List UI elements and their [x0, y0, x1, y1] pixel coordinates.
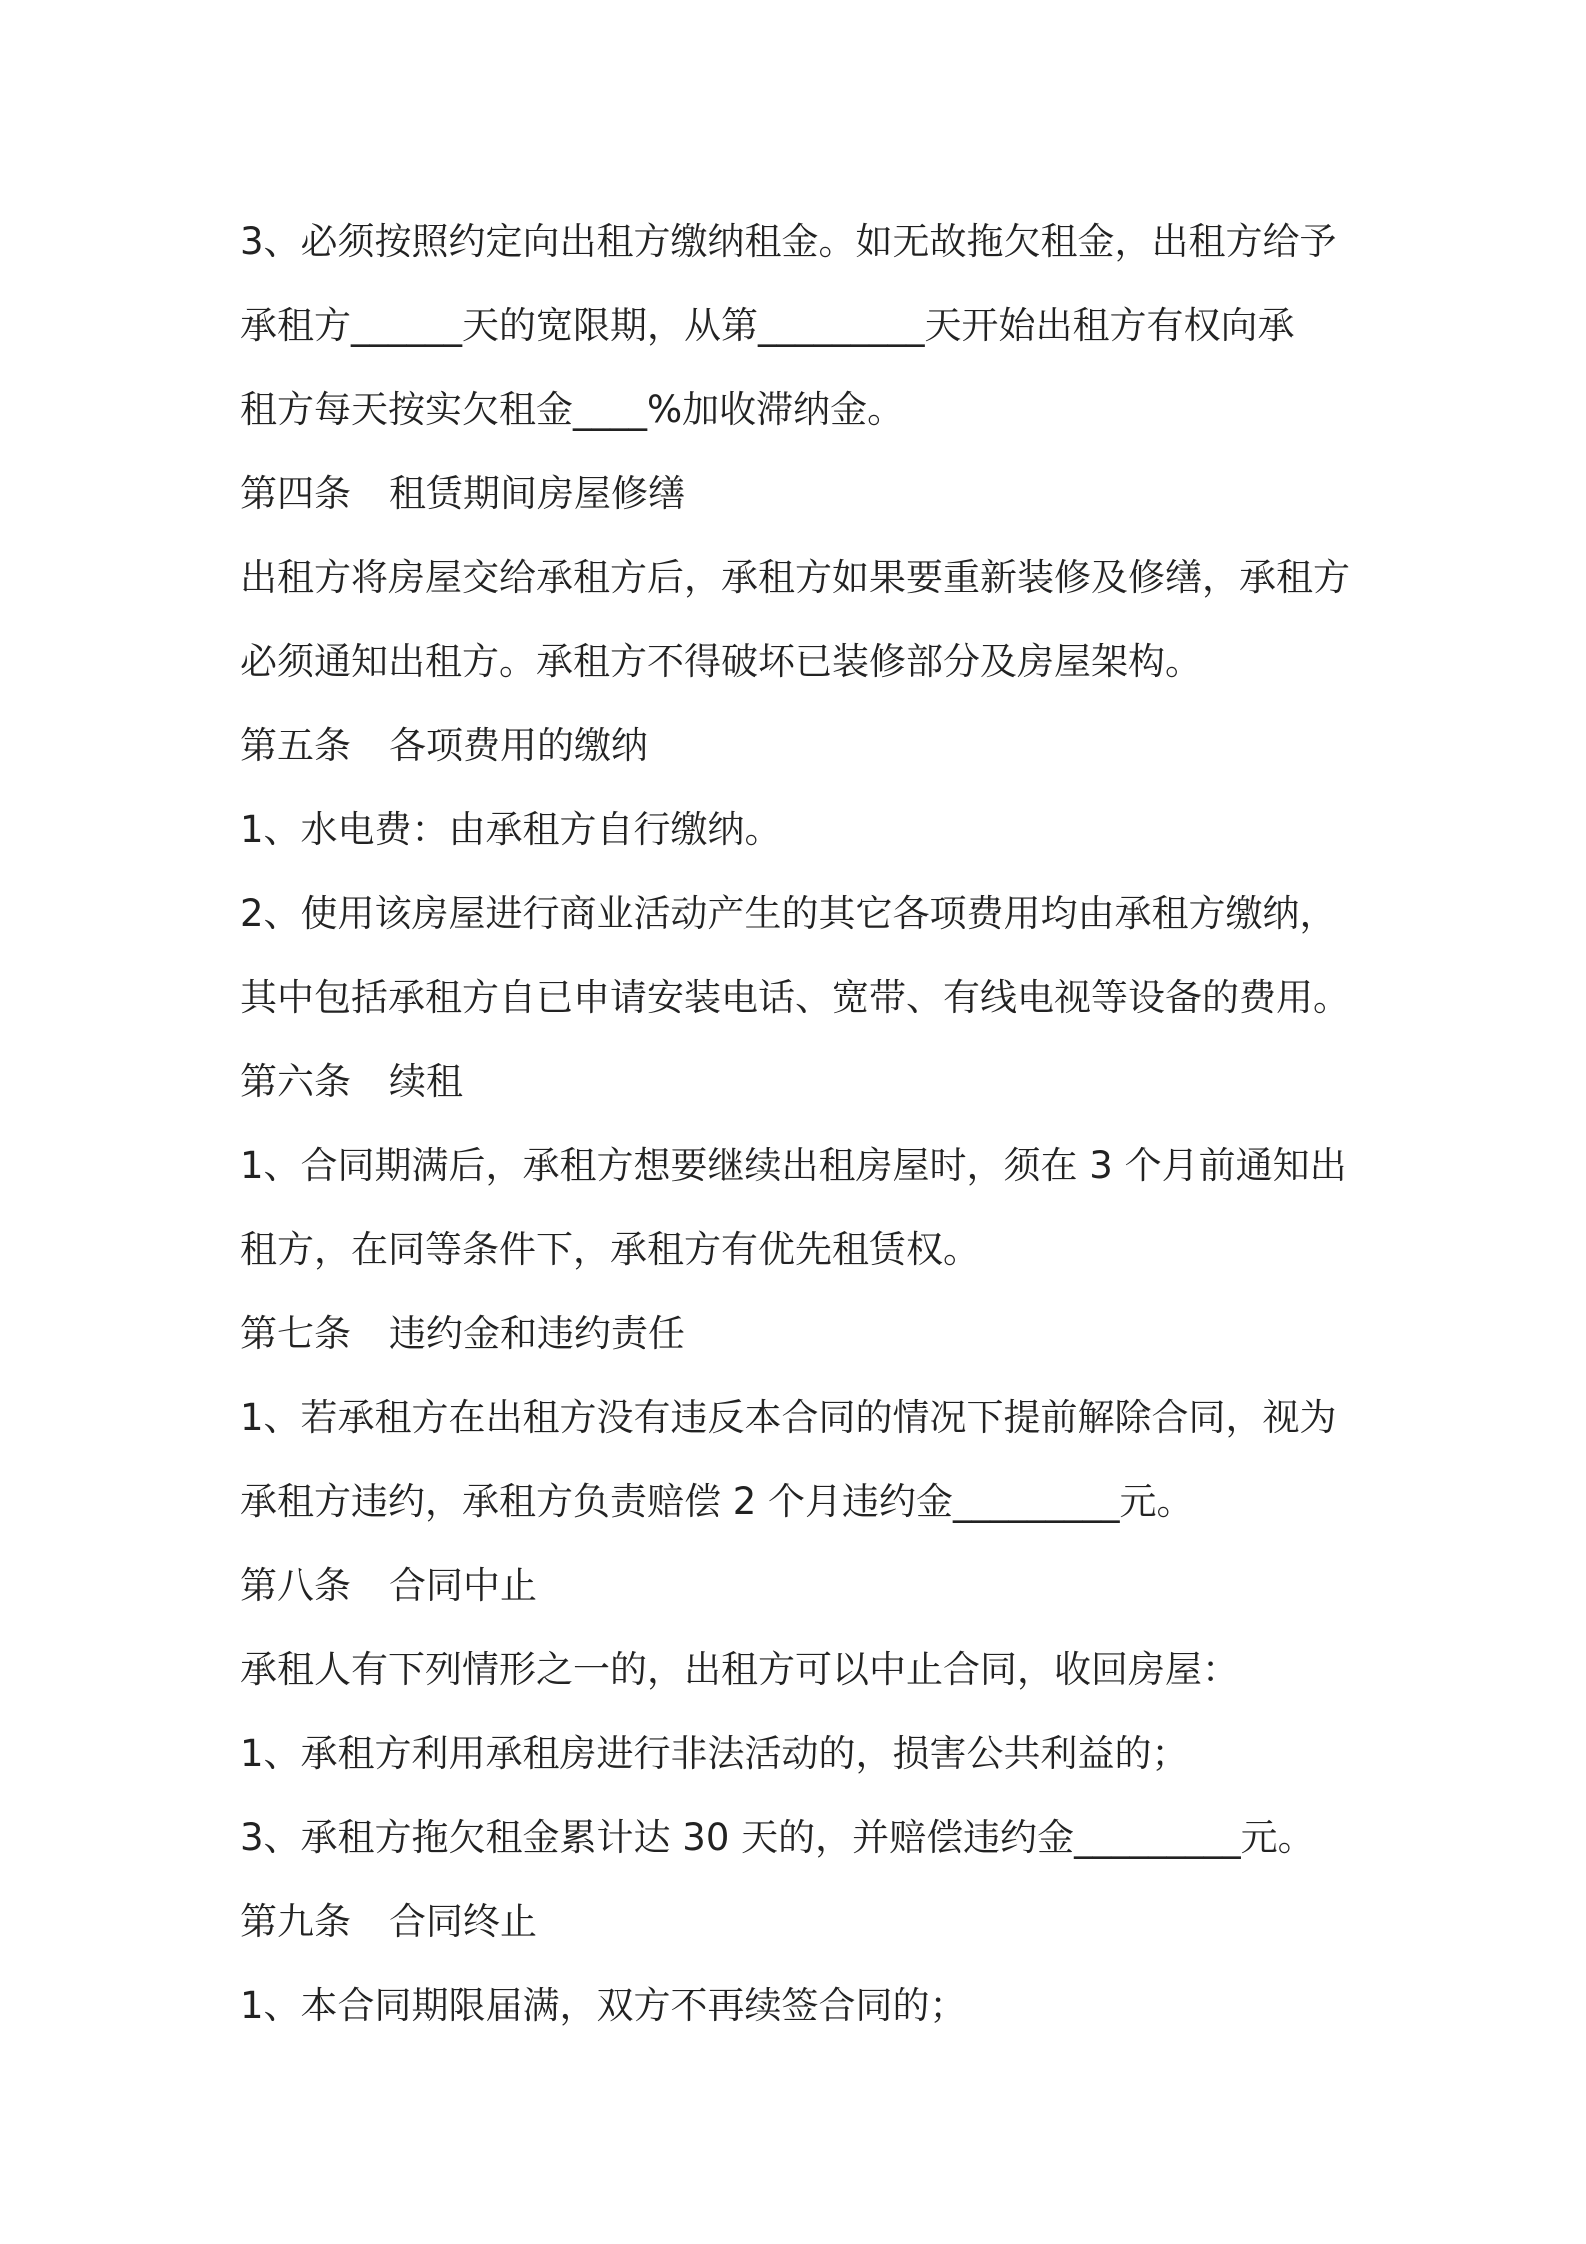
paragraph-line: 承租方违约，承租方负责赔偿 2 个月违约金_________元。 — [240, 1480, 1194, 1523]
article-title: 合同中止 — [389, 1564, 537, 1607]
article-heading-7 — [240, 1292, 1360, 1376]
article-number: 第六条 — [240, 1060, 351, 1103]
article-number: 第七条 — [240, 1312, 351, 1355]
article-title: 合同终止 — [389, 1900, 537, 1943]
paragraph-line: 1、若承租方在出租方没有违反本合同的情况下提前解除合同，视为 — [240, 1396, 1337, 1439]
article-heading-9 — [240, 1880, 1360, 1964]
article-number: 第四条 — [240, 472, 351, 515]
paragraph-line: 3、必须按照约定向出租方缴纳租金。如无故拖欠租金，出租方给予 — [240, 220, 1337, 263]
article-title: 续租 — [389, 1060, 463, 1103]
paragraph-line: 租方每天按实欠租金____%加收滞纳金。 — [240, 388, 905, 431]
paragraph-line: 1、合同期满后，承租方想要继续出租房屋时，须在 3 个月前通知出 — [240, 1144, 1347, 1187]
document-body — [240, 200, 1360, 2048]
paragraph-line: 其中包括承租方自已申请安装电话、宽带、有线电视等设备的费用。 — [240, 976, 1350, 1019]
paragraph-line: 必须通知出租方。承租方不得破坏已装修部分及房屋架构。 — [240, 640, 1202, 683]
article-number: 第八条 — [240, 1564, 351, 1607]
paragraph-line: 2、使用该房屋进行商业活动产生的其它各项费用均由承租方缴纳， — [240, 892, 1337, 935]
paragraph-line: 出租方将房屋交给承租方后，承租方如果要重新装修及修缮，承租方 — [240, 556, 1350, 599]
article-number: 第五条 — [240, 724, 351, 767]
paragraph-line: 1、本合同期限届满，双方不再续签合同的； — [240, 1984, 967, 2027]
paragraph-line: 1、承租方利用承租房进行非法活动的，损害公共利益的； — [240, 1732, 1189, 1775]
article-heading-5 — [240, 704, 1360, 788]
article-heading-6 — [240, 1040, 1360, 1124]
paragraph-line: 3、承租方拖欠租金累计达 30 天的，并赔偿违约金_________元。 — [240, 1816, 1315, 1859]
paragraph-line: 1、水电费：由承租方自行缴纳。 — [240, 808, 782, 851]
article-number: 第九条 — [240, 1900, 351, 1943]
article-title: 租赁期间房屋修缮 — [389, 472, 685, 515]
paragraph-line: 承租人有下列情形之一的，出租方可以中止合同，收回房屋： — [240, 1648, 1239, 1691]
paragraph-line: 承租方______天的宽限期，从第_________天开始出租方有权向承 — [240, 304, 1295, 347]
article-heading-8 — [240, 1544, 1360, 1628]
article-title: 各项费用的缴纳 — [389, 724, 648, 767]
paragraph-line: 租方，在同等条件下，承租方有优先租赁权。 — [240, 1228, 980, 1271]
article-heading-4 — [240, 452, 1360, 536]
article-title: 违约金和违约责任 — [389, 1312, 685, 1355]
